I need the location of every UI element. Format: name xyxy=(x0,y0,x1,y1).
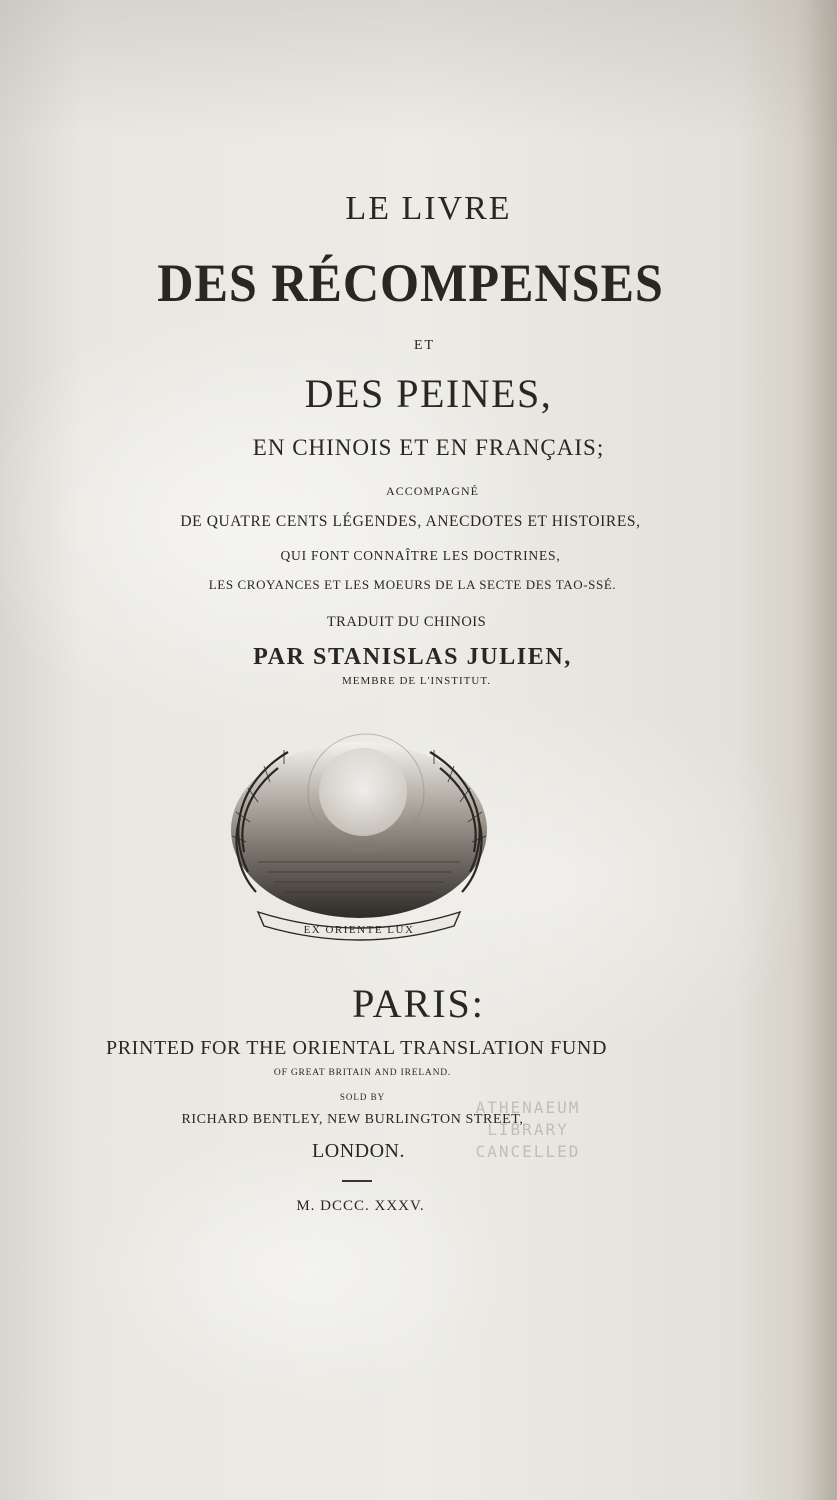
stamp-line-1: ATHENAEUM xyxy=(475,1098,581,1117)
stamp-line-2: LIBRARY xyxy=(487,1120,569,1139)
page-shadow xyxy=(0,0,837,140)
translated-from: TRADUIT DU CHINOIS xyxy=(326,614,487,630)
imprint-date: M. DCCC. XXXV. xyxy=(296,1198,425,1214)
subtitle-legends: DE QUATRE CENTS LÉGENDES, ANECDOTES ET HISTOIRES, xyxy=(180,513,641,530)
author-name: PAR STANISLAS JULIEN, xyxy=(253,644,572,670)
title-conjunction: ET xyxy=(413,338,436,353)
imprint-city: PARIS: xyxy=(352,981,485,1026)
vignette-motto: EX ORIENTE LUX xyxy=(303,924,415,936)
imprint-seller: RICHARD BENTLEY, NEW BURLINGTON STREET, xyxy=(181,1112,524,1127)
subtitle-accompanied: ACCOMPAGNÉ xyxy=(386,484,479,498)
subtitle-beliefs: LES CROYANCES ET LES MOEURS DE LA SECTE DES TAO-SSÉ. xyxy=(208,577,617,592)
imprint-rule xyxy=(342,1180,372,1182)
stamp-line-3: CANCELLED xyxy=(475,1142,581,1161)
faded-library-stamp xyxy=(448,1097,608,1187)
imprint-printed-for: PRINTED FOR THE ORIENTAL TRANSLATION FUND xyxy=(106,1037,607,1059)
imprint-seller-city: LONDON. xyxy=(312,1140,405,1162)
imprint-of: OF GREAT BRITAIN AND IRELAND. xyxy=(273,1068,452,1078)
subtitle-doctrines: QUI FONT CONNAÎTRE LES DOCTRINES, xyxy=(280,548,561,563)
author-title: MEMBRE DE L'INSTITUT. xyxy=(342,675,491,687)
title-main: DES RÉCOMPENSES xyxy=(157,253,664,313)
printer-vignette xyxy=(218,722,500,944)
imprint-sold-by: SOLD BY xyxy=(339,1092,386,1102)
vignette-sun xyxy=(319,748,407,836)
title-line-1: LE LIVRE xyxy=(345,190,512,227)
title-line-4: DES PEINES, xyxy=(304,371,553,416)
subtitle-languages: EN CHINOIS ET EN FRANÇAIS; xyxy=(252,435,605,460)
